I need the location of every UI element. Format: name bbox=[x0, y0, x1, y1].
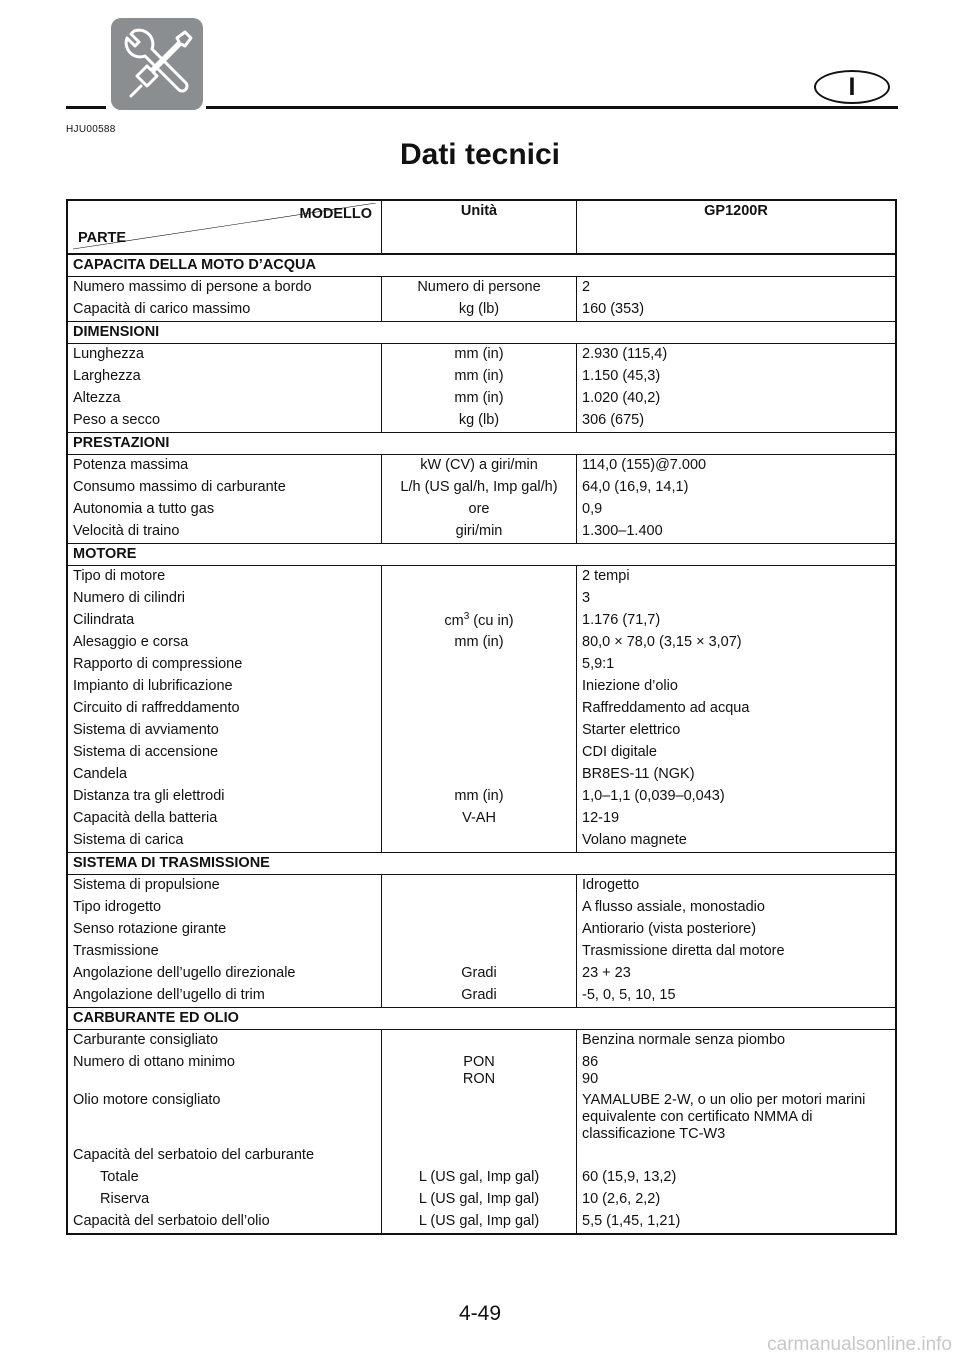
param-text: Sistema di accensione bbox=[73, 744, 219, 760]
table-row bbox=[67, 277, 896, 300]
unit-text: Numero di persone bbox=[417, 279, 541, 295]
section-header-row bbox=[67, 322, 896, 344]
value-text: 114,0 (155)@7.000 bbox=[582, 457, 707, 473]
value-text: 86 90 bbox=[582, 1054, 599, 1087]
table-row bbox=[67, 1052, 896, 1090]
param-text: Capacità di carico massimo bbox=[73, 301, 251, 317]
table-row bbox=[67, 897, 896, 919]
param-text: Distanza tra gli elettrodi bbox=[73, 788, 225, 804]
spec-table bbox=[66, 199, 897, 1235]
value-text: Antiorario (vista posteriore) bbox=[582, 921, 757, 937]
unit-text: Gradi bbox=[461, 965, 497, 981]
value-text: Trasmissione diretta dal motore bbox=[582, 943, 785, 959]
param-cell bbox=[67, 1145, 382, 1167]
unit-text: L (US gal, Imp gal) bbox=[418, 1169, 540, 1185]
param-cell bbox=[67, 985, 382, 1008]
param-text: Lunghezza bbox=[73, 346, 144, 362]
table-row bbox=[67, 344, 896, 367]
unit-cell bbox=[382, 388, 577, 410]
unit-cell bbox=[382, 786, 577, 808]
param-text: Riserva bbox=[100, 1191, 150, 1207]
value-text: 1.150 (45,3) bbox=[582, 368, 661, 384]
param-text: Carburante consigliato bbox=[73, 1032, 219, 1048]
value-text: 23 + 23 bbox=[582, 965, 631, 981]
param-cell bbox=[67, 654, 382, 676]
param-cell bbox=[67, 720, 382, 742]
unit-cell bbox=[382, 897, 577, 919]
param-cell bbox=[67, 344, 382, 367]
table-row bbox=[67, 742, 896, 764]
unit-cell bbox=[382, 632, 577, 654]
value-text: 1.176 (71,7) bbox=[582, 612, 661, 628]
watermark-text: carmanualsonline.info bbox=[767, 1334, 952, 1355]
unit-cell bbox=[382, 1145, 577, 1167]
param-text: Tipo idrogetto bbox=[73, 899, 162, 915]
unit-cell bbox=[382, 808, 577, 830]
section-title: MOTORE bbox=[67, 544, 896, 566]
param-cell bbox=[67, 366, 382, 388]
value-cell bbox=[577, 764, 897, 786]
param-text: Trasmissione bbox=[73, 943, 159, 959]
table-row bbox=[67, 455, 896, 478]
value-text: -5, 0, 5, 10, 15 bbox=[582, 987, 676, 1003]
value-cell bbox=[577, 1189, 897, 1211]
section-title: SISTEMA DI TRASMISSIONE bbox=[67, 853, 896, 875]
unit-text: mm (in) bbox=[454, 346, 504, 362]
page-number: 4-49 bbox=[458, 1302, 502, 1325]
param-cell bbox=[67, 1030, 382, 1053]
header-diagonal-cell bbox=[67, 200, 382, 254]
value-text: CDI digitale bbox=[582, 744, 657, 760]
param-text: Potenza massima bbox=[73, 457, 189, 473]
value-text: 5,9:1 bbox=[582, 656, 615, 672]
value-cell bbox=[577, 366, 897, 388]
value-cell bbox=[577, 720, 897, 742]
param-text: Numero di ottano minimo bbox=[73, 1054, 235, 1070]
param-text: Angolazione dell’ugello direzionale bbox=[73, 965, 296, 981]
table-row bbox=[67, 654, 896, 676]
unit-cell bbox=[382, 521, 577, 544]
value-text: 1.300–1.400 bbox=[582, 523, 663, 539]
param-cell bbox=[67, 808, 382, 830]
param-text: Sistema di carica bbox=[73, 832, 184, 848]
unit-text: mm (in) bbox=[454, 634, 504, 650]
param-cell bbox=[67, 875, 382, 898]
value-cell bbox=[577, 610, 897, 632]
table-row bbox=[67, 985, 896, 1008]
section-header-row bbox=[67, 254, 896, 277]
value-cell bbox=[577, 1211, 897, 1234]
value-cell bbox=[577, 742, 897, 764]
param-cell bbox=[67, 1211, 382, 1234]
unit-cell bbox=[382, 299, 577, 322]
value-cell bbox=[577, 455, 897, 478]
value-text: Starter elettrico bbox=[582, 722, 681, 738]
value-cell bbox=[577, 875, 897, 898]
param-cell bbox=[67, 632, 382, 654]
param-text: Impianto di lubrificazione bbox=[73, 678, 233, 694]
value-cell bbox=[577, 1145, 897, 1167]
value-cell bbox=[577, 410, 897, 433]
unit-column-header: Unità bbox=[382, 200, 577, 254]
value-cell bbox=[577, 1030, 897, 1053]
param-cell bbox=[67, 764, 382, 786]
param-cell bbox=[67, 897, 382, 919]
unit-superscript: 3 bbox=[463, 611, 470, 623]
unit-cell bbox=[382, 830, 577, 853]
value-text: Iniezione d’olio bbox=[582, 678, 678, 694]
part-label: PARTE bbox=[78, 230, 127, 246]
table-row bbox=[67, 632, 896, 654]
value-text: Volano magnete bbox=[582, 832, 687, 848]
unit-cell bbox=[382, 366, 577, 388]
param-text: Cilindrata bbox=[73, 612, 135, 628]
param-text: Tipo di motore bbox=[73, 568, 166, 584]
unit-cell bbox=[382, 1211, 577, 1234]
section-header-row bbox=[67, 433, 896, 455]
param-cell bbox=[67, 919, 382, 941]
table-row bbox=[67, 521, 896, 544]
table-row bbox=[67, 764, 896, 786]
unit-text: giri/min bbox=[455, 523, 503, 539]
table-row bbox=[67, 830, 896, 853]
value-text: 60 (15,9, 13,2) bbox=[582, 1169, 677, 1185]
param-cell bbox=[67, 676, 382, 698]
value-text: 3 bbox=[582, 590, 591, 606]
value-cell bbox=[577, 344, 897, 367]
unit-cell bbox=[382, 1090, 577, 1145]
table-row bbox=[67, 299, 896, 322]
param-cell bbox=[67, 277, 382, 300]
unit-cell bbox=[382, 654, 577, 676]
unit-cell bbox=[382, 277, 577, 300]
table-row bbox=[67, 720, 896, 742]
table-header-row bbox=[67, 200, 896, 254]
table-row bbox=[67, 1090, 896, 1145]
unit-cell bbox=[382, 875, 577, 898]
table-row bbox=[67, 808, 896, 830]
param-cell bbox=[67, 786, 382, 808]
value-text: YAMALUBE 2-W, o un olio per motori marini equivalente con certificato NMMA di classificazione TC-W3 bbox=[582, 1092, 866, 1142]
unit-cell bbox=[382, 499, 577, 521]
value-cell bbox=[577, 299, 897, 322]
unit-suffix: (cu in) bbox=[469, 613, 514, 629]
value-cell bbox=[577, 941, 897, 963]
unit-cell bbox=[382, 919, 577, 941]
param-text: Autonomia a tutto gas bbox=[73, 501, 215, 517]
param-cell bbox=[67, 1167, 382, 1189]
param-cell bbox=[67, 698, 382, 720]
value-text: Idrogetto bbox=[582, 877, 640, 893]
unit-text: Gradi bbox=[461, 987, 497, 1003]
section-title: DIMENSIONI bbox=[67, 322, 896, 344]
table-row bbox=[67, 366, 896, 388]
value-text: 12-19 bbox=[582, 810, 620, 826]
value-cell bbox=[577, 632, 897, 654]
unit-cell bbox=[382, 985, 577, 1008]
value-text: 10 (2,6, 2,2) bbox=[582, 1191, 661, 1207]
param-cell bbox=[67, 1052, 382, 1090]
unit-text: cm bbox=[444, 613, 464, 629]
table-row bbox=[67, 388, 896, 410]
unit-text: PON RON bbox=[462, 1054, 496, 1087]
unit-text: V-AH bbox=[462, 810, 496, 826]
unit-text: kg (lb) bbox=[458, 412, 500, 428]
unit-cell bbox=[382, 1167, 577, 1189]
tools-icon bbox=[111, 18, 203, 110]
unit-text: kW (CV) a giri/min bbox=[420, 457, 538, 473]
value-text: 64,0 (16,9, 14,1) bbox=[582, 479, 689, 495]
language-badge: I bbox=[814, 70, 890, 104]
param-cell bbox=[67, 521, 382, 544]
param-text: Candela bbox=[73, 766, 128, 782]
unit-cell bbox=[382, 941, 577, 963]
value-cell bbox=[577, 786, 897, 808]
table-row bbox=[67, 610, 896, 632]
param-text: Olio motore consigliato bbox=[73, 1092, 221, 1108]
table-row bbox=[67, 1145, 896, 1167]
value-text: 2 tempi bbox=[582, 568, 630, 584]
param-cell bbox=[67, 610, 382, 632]
param-cell bbox=[67, 1090, 382, 1145]
value-cell bbox=[577, 499, 897, 521]
table-row bbox=[67, 566, 896, 589]
unit-cell bbox=[382, 676, 577, 698]
value-text: Benzina normale senza piombo bbox=[582, 1032, 786, 1048]
param-text: Larghezza bbox=[73, 368, 141, 384]
param-cell bbox=[67, 1189, 382, 1211]
unit-text: mm (in) bbox=[454, 368, 504, 384]
value-text: 0,9 bbox=[582, 501, 603, 517]
param-cell bbox=[67, 299, 382, 322]
value-cell bbox=[577, 963, 897, 985]
param-text: Peso a secco bbox=[73, 412, 161, 428]
param-text: Altezza bbox=[73, 390, 121, 406]
value-cell bbox=[577, 477, 897, 499]
unit-cell bbox=[382, 1052, 577, 1090]
param-cell bbox=[67, 388, 382, 410]
param-text: Sistema di avviamento bbox=[73, 722, 219, 738]
param-text: Velocità di traino bbox=[73, 523, 180, 539]
unit-text: L (US gal, Imp gal) bbox=[418, 1191, 540, 1207]
model-column-header: GP1200R bbox=[577, 200, 897, 254]
header-rule-left bbox=[66, 106, 106, 109]
value-cell bbox=[577, 1167, 897, 1189]
param-text: Capacità della batteria bbox=[73, 810, 218, 826]
unit-cell bbox=[382, 566, 577, 589]
unit-cell bbox=[382, 610, 577, 632]
value-text: BR8ES-11 (NGK) bbox=[582, 766, 695, 782]
section-header-row bbox=[67, 544, 896, 566]
value-cell bbox=[577, 1090, 897, 1145]
param-cell bbox=[67, 499, 382, 521]
unit-cell bbox=[382, 963, 577, 985]
value-text: 5,5 (1,45, 1,21) bbox=[582, 1213, 681, 1229]
param-cell bbox=[67, 477, 382, 499]
value-cell bbox=[577, 897, 897, 919]
page-title: Dati tecnici bbox=[399, 138, 561, 171]
param-text: Sistema di propulsione bbox=[73, 877, 220, 893]
param-text: Totale bbox=[100, 1169, 139, 1185]
unit-cell bbox=[382, 1030, 577, 1053]
value-cell bbox=[577, 566, 897, 589]
header-rule-right bbox=[206, 106, 898, 109]
unit-cell bbox=[382, 720, 577, 742]
value-cell bbox=[577, 830, 897, 853]
param-cell bbox=[67, 941, 382, 963]
param-cell bbox=[67, 566, 382, 589]
value-text: 160 (353) bbox=[582, 301, 645, 317]
param-cell bbox=[67, 963, 382, 985]
param-cell bbox=[67, 742, 382, 764]
table-row bbox=[67, 499, 896, 521]
unit-text: L/h (US gal/h, Imp gal/h) bbox=[400, 479, 558, 495]
param-text: Consumo massimo di carburante bbox=[73, 479, 286, 495]
table-row bbox=[67, 698, 896, 720]
param-text: Numero di cilindri bbox=[73, 590, 186, 606]
value-cell bbox=[577, 676, 897, 698]
table-row bbox=[67, 941, 896, 963]
param-cell bbox=[67, 410, 382, 433]
param-text: Capacità del serbatoio dell’olio bbox=[73, 1213, 270, 1229]
table-row bbox=[67, 1167, 896, 1189]
param-text: Numero massimo di persone a bordo bbox=[73, 279, 312, 295]
value-cell bbox=[577, 521, 897, 544]
value-text: 2.930 (115,4) bbox=[582, 346, 668, 362]
param-text: Alesaggio e corsa bbox=[73, 634, 189, 650]
value-text: 306 (675) bbox=[582, 412, 645, 428]
value-cell bbox=[577, 654, 897, 676]
section-title: CARBURANTE ED OLIO bbox=[67, 1008, 896, 1030]
section-title: PRESTAZIONI bbox=[67, 433, 896, 455]
table-row bbox=[67, 676, 896, 698]
section-header-row bbox=[67, 1008, 896, 1030]
unit-cell bbox=[382, 764, 577, 786]
section-title: CAPACITA DELLA MOTO D’ACQUA bbox=[67, 254, 896, 277]
unit-text: ore bbox=[468, 501, 490, 517]
unit-text: mm (in) bbox=[454, 788, 504, 804]
table-row bbox=[67, 410, 896, 433]
value-cell bbox=[577, 808, 897, 830]
unit-cell bbox=[382, 1189, 577, 1211]
document-code: HJU00588 bbox=[66, 124, 116, 135]
unit-cell bbox=[382, 588, 577, 610]
unit-text: L (US gal, Imp gal) bbox=[418, 1213, 540, 1229]
param-text: Senso rotazione girante bbox=[73, 921, 227, 937]
table-row bbox=[67, 786, 896, 808]
value-cell bbox=[577, 277, 897, 300]
value-text: 1.020 (40,2) bbox=[582, 390, 661, 406]
param-cell bbox=[67, 830, 382, 853]
value-text: 1,0–1,1 (0,039–0,043) bbox=[582, 788, 725, 804]
value-cell bbox=[577, 985, 897, 1008]
section-header-row bbox=[67, 853, 896, 875]
model-label: MODELLO bbox=[299, 206, 372, 222]
value-text: Raffreddamento ad acqua bbox=[582, 700, 750, 716]
table-row bbox=[67, 477, 896, 499]
unit-cell bbox=[382, 344, 577, 367]
param-cell bbox=[67, 455, 382, 478]
table-row bbox=[67, 919, 896, 941]
value-text: 80,0 × 78,0 (3,15 × 3,07) bbox=[582, 634, 742, 650]
table-row bbox=[67, 1030, 896, 1053]
value-cell bbox=[577, 919, 897, 941]
unit-cell bbox=[382, 698, 577, 720]
table-row bbox=[67, 963, 896, 985]
unit-cell bbox=[382, 742, 577, 764]
param-text: Capacità del serbatoio del carburante bbox=[73, 1147, 315, 1163]
value-text: A flusso assiale, monostadio bbox=[582, 899, 765, 915]
table-row bbox=[67, 588, 896, 610]
table-row bbox=[67, 1189, 896, 1211]
unit-cell bbox=[382, 410, 577, 433]
unit-text: mm (in) bbox=[454, 390, 504, 406]
value-cell bbox=[577, 698, 897, 720]
param-cell bbox=[67, 588, 382, 610]
unit-cell bbox=[382, 455, 577, 478]
table-row bbox=[67, 875, 896, 898]
param-text: Rapporto di compressione bbox=[73, 656, 243, 672]
table-row bbox=[67, 1211, 896, 1234]
param-text: Circuito di raffreddamento bbox=[73, 700, 240, 716]
value-text: 2 bbox=[582, 279, 591, 295]
value-cell bbox=[577, 388, 897, 410]
value-cell bbox=[577, 1052, 897, 1090]
param-text: Angolazione dell’ugello di trim bbox=[73, 987, 265, 1003]
value-cell bbox=[577, 588, 897, 610]
unit-cell bbox=[382, 477, 577, 499]
unit-text: kg (lb) bbox=[458, 301, 500, 317]
